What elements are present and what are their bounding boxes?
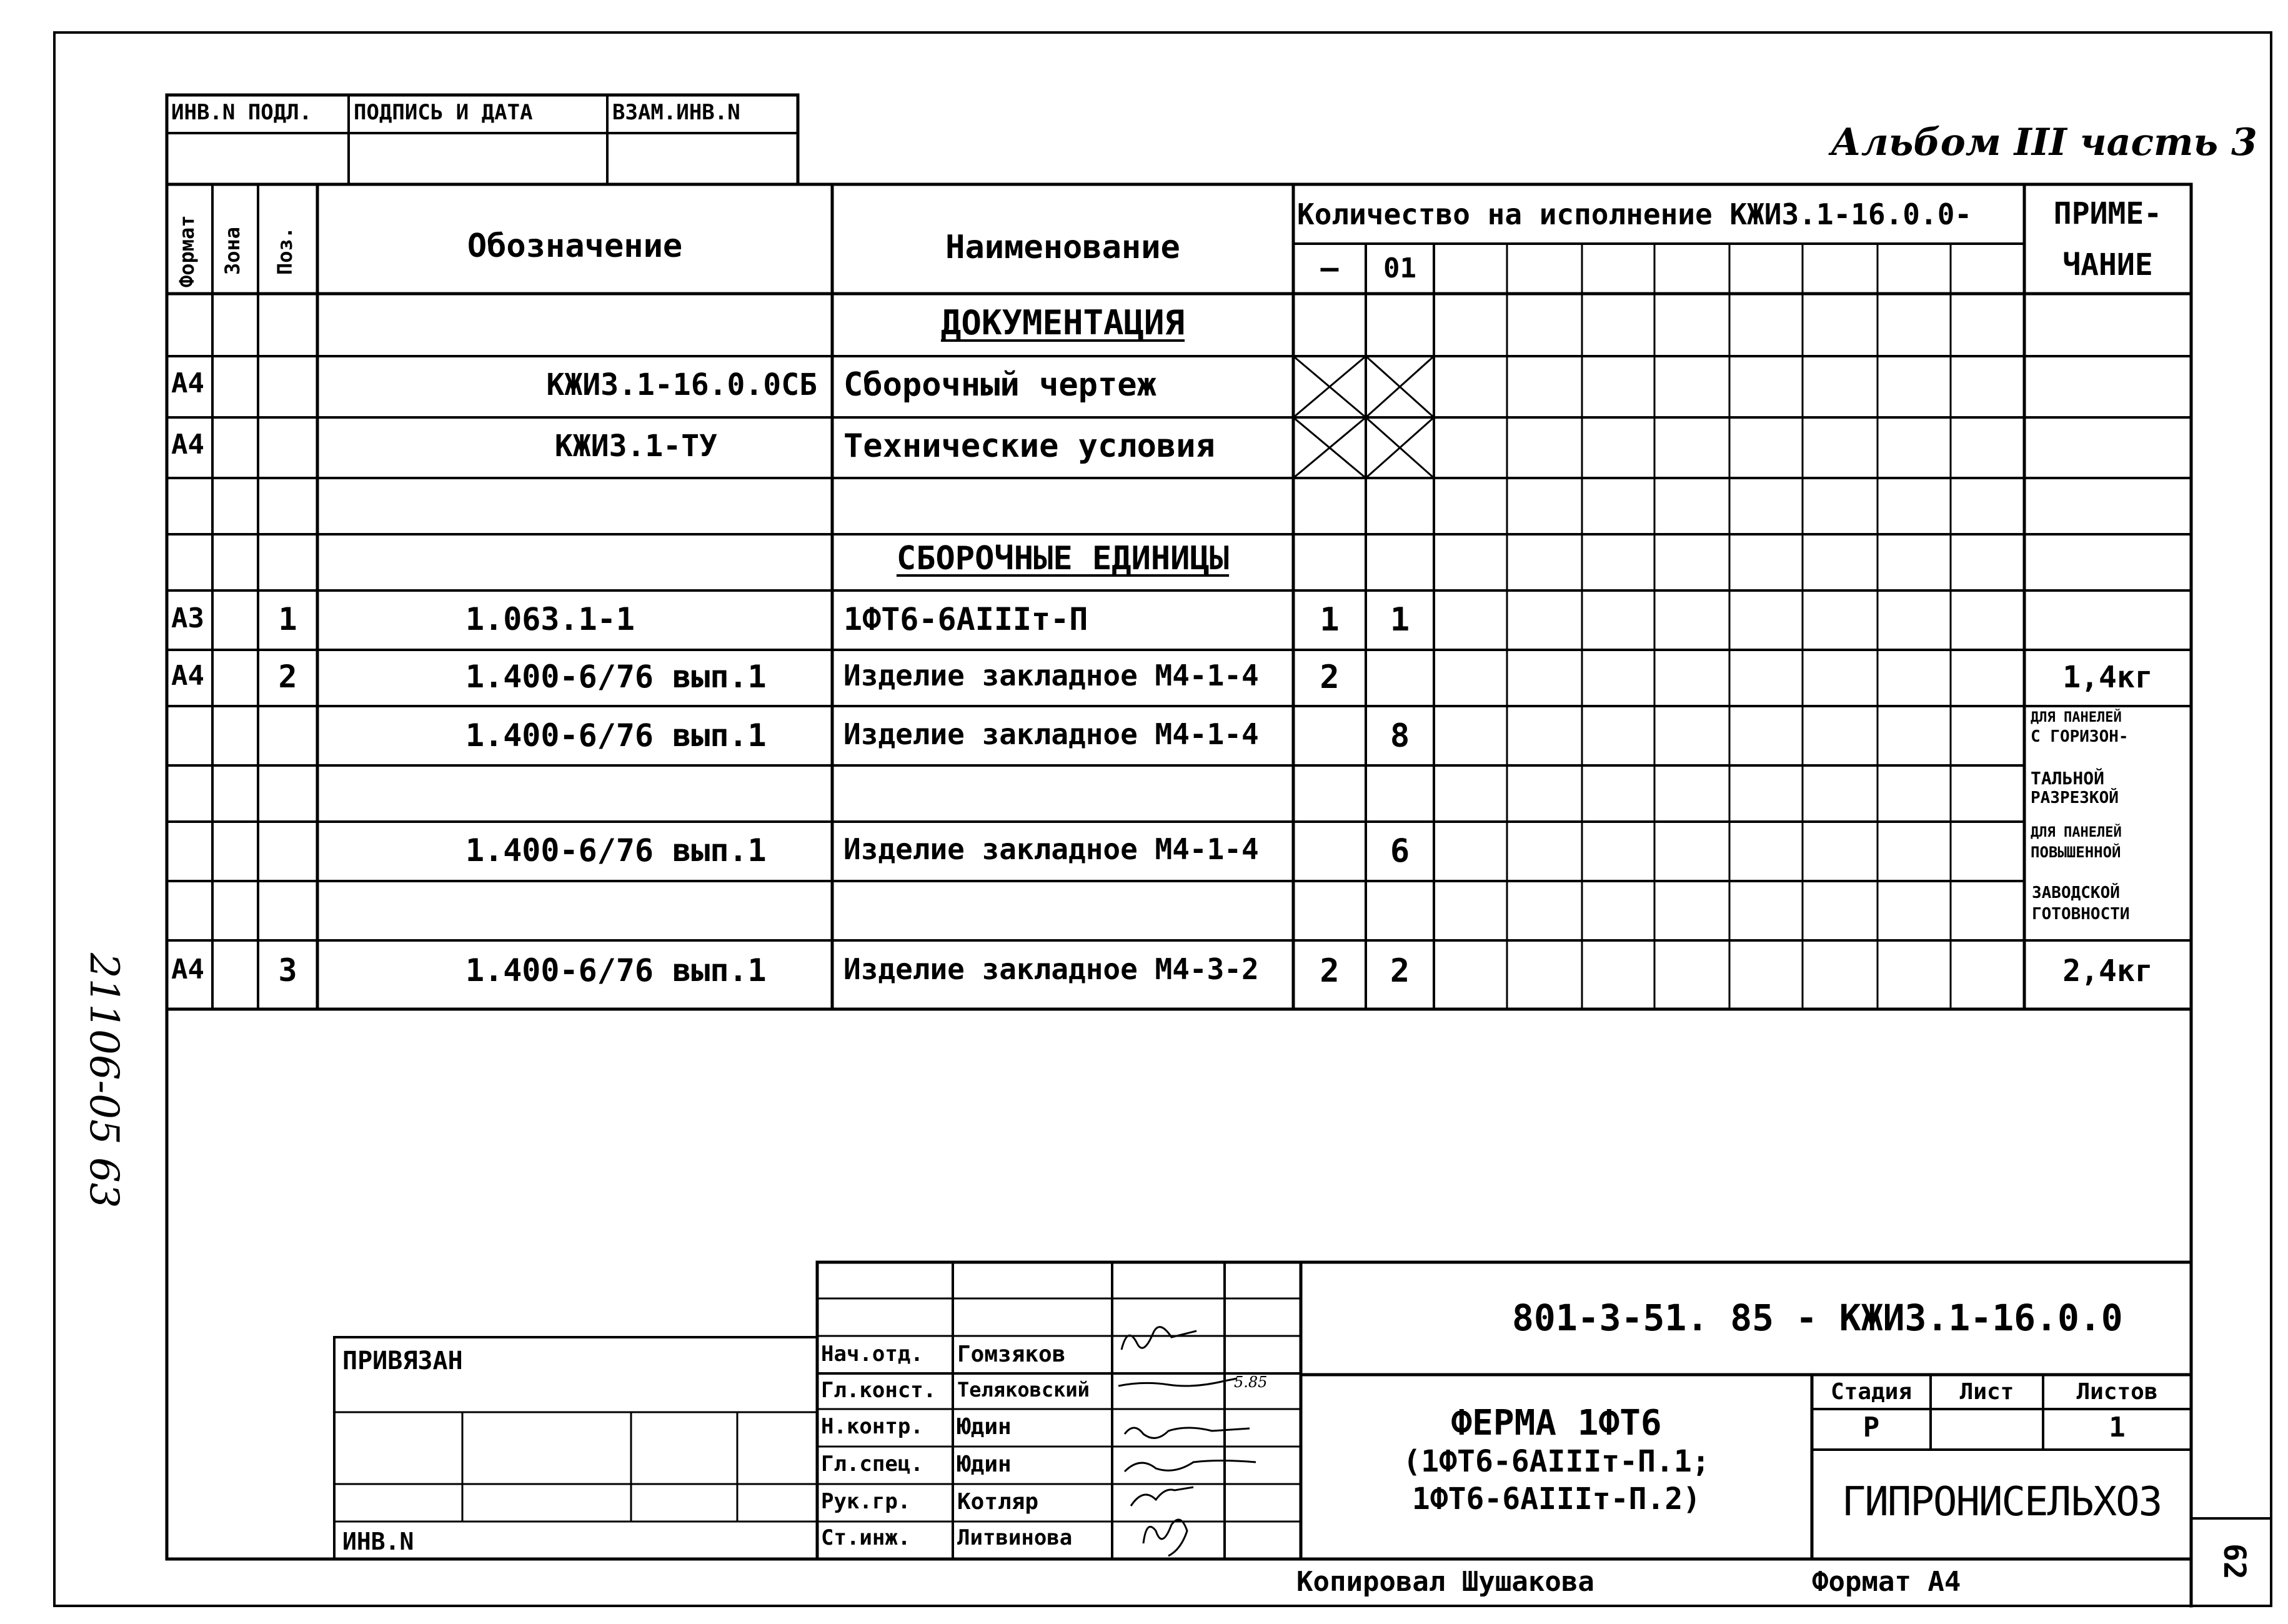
note-line: ЗАВОДСКОЙ <box>2032 884 2120 902</box>
row-note: 1,4кг <box>2062 660 2153 695</box>
row-oboznachenie: 1.400-6/76 вып.1 <box>465 717 767 754</box>
role-label: Гл.спец. <box>821 1452 923 1477</box>
row-poz: 1 <box>278 601 297 637</box>
row-qty-1: 1 <box>1320 601 1340 639</box>
stadiya-label: Стадия <box>1830 1379 1912 1405</box>
side-handwritten-number: 21106-05 63 <box>81 953 127 1208</box>
document-code: 801-3-51. 85 - КЖИ3.1-16.0.0 <box>1512 1297 2123 1339</box>
page-number: 62 <box>2217 1543 2252 1580</box>
row-naimenovanie: Изделие закладное М4-3-2 <box>843 952 1259 986</box>
header-primechanie-2: ЧАНИЕ <box>2062 247 2153 282</box>
header-zona: Зона <box>221 226 244 275</box>
row-naimenovanie: Изделие закладное М4-1-4 <box>843 659 1259 692</box>
row-qty-1: 2 <box>1320 659 1340 696</box>
role-label: Н.контр. <box>821 1414 923 1439</box>
row-format: А4 <box>171 429 204 461</box>
stamp-inv-podl: ИНВ.N ПОДЛ. <box>171 100 312 125</box>
row-oboznachenie: 1.400-6/76 вып.1 <box>465 952 767 989</box>
stamp-podpis-data: ПОДПИСЬ И ДАТА <box>354 100 533 125</box>
row-format: А4 <box>171 954 204 985</box>
row-oboznachenie: 1.400-6/76 вып.1 <box>465 832 767 869</box>
row-oboznachenie: 1.063.1-1 <box>465 601 635 637</box>
row-documentation-section: ДОКУМЕНТАЦИЯ <box>940 303 1185 342</box>
note-line: ТАЛЬНОЙ <box>2031 768 2105 789</box>
row-naimenovanie: Сборочный чертеж <box>843 366 1156 404</box>
privyazan-label: ПРИВЯЗАН <box>342 1347 463 1375</box>
organization-name: ГИПРОНИСЕЛЬХОЗ <box>1841 1479 2162 1525</box>
row-note: 2,4кг <box>2062 954 2153 989</box>
inv-n-label: ИНВ.N <box>342 1528 414 1555</box>
role-label: Ст.инж. <box>821 1525 911 1550</box>
header-naimenovanie: Наименование <box>945 229 1180 266</box>
copied-by: Копировал Шушакова <box>1296 1566 1594 1598</box>
person-name: Котляр <box>957 1489 1039 1515</box>
person-name: Гомзяков <box>957 1342 1066 1367</box>
row-qty-1: 2 <box>1320 952 1340 990</box>
note-line: ГОТОВНОСТИ <box>2032 905 2130 924</box>
person-name: Теляковский <box>957 1378 1090 1402</box>
stadiya-value: Р <box>1863 1412 1880 1443</box>
row-oboznachenie: КЖИ3.1-16.0.0СБ <box>546 367 817 402</box>
listov-value: 1 <box>2109 1412 2126 1443</box>
row-poz: 2 <box>278 659 297 695</box>
role-label: Гл.конст. <box>821 1378 937 1403</box>
row-naimenovanie: Изделие закладное М4-1-4 <box>843 832 1259 866</box>
album-label: Альбом III часть 3 <box>1831 121 2257 164</box>
row-naimenovanie: 1ФТ6-6АIIIт-П <box>843 601 1088 637</box>
title-line-1: ФЕРМА 1ФТ6 <box>1451 1403 1662 1443</box>
note-line: ДЛЯ ПАНЕЛЕЙ <box>2031 825 2122 840</box>
header-oboznachenie: Обозначение <box>467 227 683 265</box>
row-poz: 3 <box>278 952 297 989</box>
header-col-01: 01 <box>1383 252 1416 284</box>
row-qty-2: 8 <box>1390 717 1410 755</box>
list-label: Лист <box>1959 1379 2014 1405</box>
row-naimenovanie: Технические условия <box>843 427 1215 465</box>
row-qty-2: 1 <box>1390 601 1410 639</box>
note-line: РАЗРЕЗКОЙ <box>2031 789 2119 807</box>
stamp-vzam-inv: ВЗАМ.ИНВ.N <box>612 100 740 125</box>
row-format: А4 <box>171 367 204 399</box>
header-poz: Поз. <box>273 226 297 275</box>
header-primechanie-1: ПРИМЕ- <box>2053 196 2162 231</box>
row-qty-2: 2 <box>1390 952 1410 990</box>
person-name: Юдин <box>957 1414 1012 1440</box>
header-kolichestvo: Количество на исполнение КЖИ3.1-16.0.0- <box>1297 197 1972 231</box>
format-label: Формат А4 <box>1812 1566 1961 1598</box>
title-line-2: (1ФТ6-6АIIIт-П.1; <box>1403 1444 1710 1479</box>
note-line: ДЛЯ ПАНЕЛЕЙ <box>2031 710 2122 725</box>
row-naimenovanie: Изделие закладное М4-1-4 <box>843 717 1259 751</box>
row-oboznachenie: КЖИ3.1-ТУ <box>554 429 717 464</box>
listov-label: Листов <box>2076 1379 2158 1405</box>
role-label: Нач.отд. <box>821 1342 923 1367</box>
row-qty-2: 6 <box>1390 832 1410 870</box>
row-format: А3 <box>171 602 204 634</box>
role-label: Рук.гр. <box>821 1489 911 1514</box>
person-name: Литвинова <box>957 1525 1073 1550</box>
title-line-3: 1ФТ6-6АIIIт-П.2) <box>1411 1482 1701 1517</box>
note-line: ПОВЫШЕННОЙ <box>2031 844 2121 861</box>
row-oboznachenie: 1.400-6/76 вып.1 <box>465 659 767 695</box>
header-format: Формат <box>175 215 199 287</box>
row-format: А4 <box>171 660 204 692</box>
note-line: С ГОРИЗОН- <box>2031 727 2129 746</box>
signature-date: 5.85 <box>1234 1373 1268 1391</box>
person-name: Юдин <box>957 1452 1012 1477</box>
row-assembly-section: СБОРОЧНЫЕ ЕДИНИЦЫ <box>896 540 1230 577</box>
header-col-dash: — <box>1320 251 1339 286</box>
